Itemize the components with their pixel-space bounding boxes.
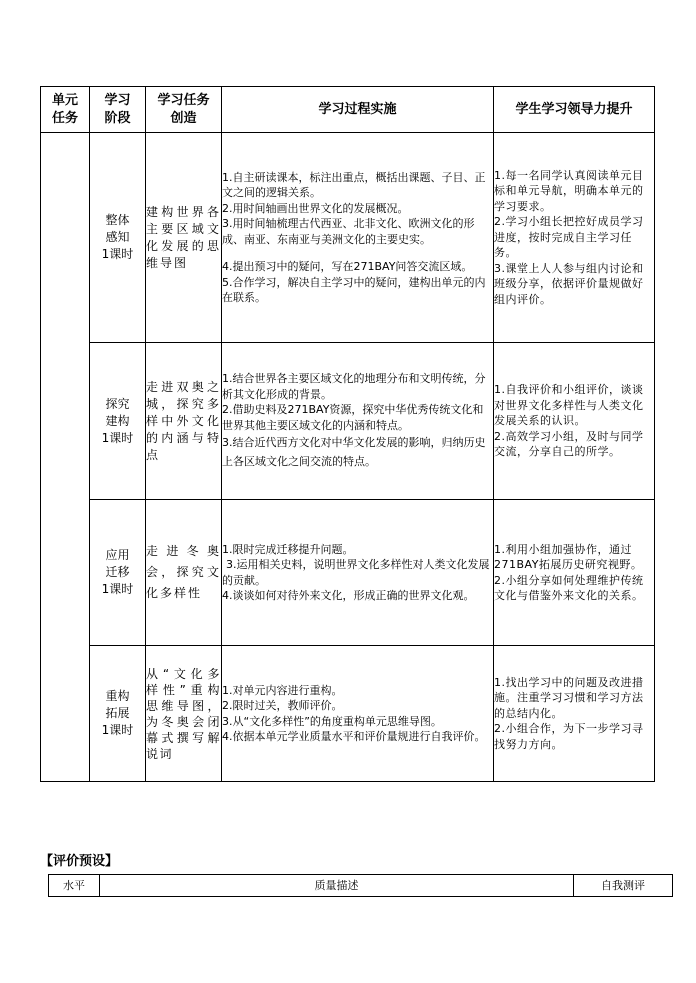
guide-item: 2.学习小组长把控好成员学习进度，按时完成自主学习任务。 [494,215,644,260]
process-item: 1.限时完成迁移提升问题。 [222,542,354,556]
task-cell: 建构世界各主要区域文化发展的思维导图 [146,133,222,343]
task-cell: 从“文化多样性”重构思维导图，为冬奥会闭幕式撰写解说词 [146,646,222,782]
process-cell [222,500,494,646]
process-cell [222,646,494,782]
header-task-creation: 学习任务 创造 [146,87,222,133]
eval-col-description: 质量描述 [100,875,574,897]
process-cell [222,343,494,500]
process-item: 3.结合近代西方文化对中华文化发展的影响，归纳历史上各区域文化之间交流的特点。 [222,436,486,468]
eval-col-self-assessment: 自我测评 [574,875,673,897]
header-unit-task: 单元 任务 [41,87,90,133]
evaluation-table [48,874,673,897]
header-stage: 学习 阶段 [90,87,146,133]
process-item: 4.提出预习中的疑问，写在271BAY问答交流区域。 [222,260,473,273]
guide-item: 1.利用小组加强协作，通过271BAY拓展历史研究视野。 [494,542,643,571]
header-leadership: 学生学习领导力提升 [494,87,655,133]
learning-plan-table [40,86,655,782]
table-row [41,646,655,782]
guide-cell [494,343,655,500]
evaluation-title: 【评价预设】 [40,854,119,869]
guide-item: 1.找出学习中的问题及改进措施。注重学习习惯和学习方法的总结内化。 [494,675,644,720]
guide-cell [494,500,655,646]
process-item: 4.依据本单元学业质量水平和评价量规进行自我评价。 [222,730,486,743]
guide-cell [494,646,655,782]
process-item: 3.用时间轴梳理古代西亚、北非文化、欧洲文化的形成、南亚、东南亚与美洲文化的主要史实。 [222,217,475,246]
stage-cell: 重构 拓展 1课时 [90,646,146,782]
header-process: 学习过程实施 [222,87,494,133]
guide-cell [494,133,655,343]
guide-item: 2.高效学习小组，及时与同学交流，分享自己的所学。 [494,429,644,459]
table-row [41,500,655,646]
process-item: 1.结合世界各主要区域文化的地理分布和文明传统，分析其文化形成的背景。 [222,372,486,401]
process-item: 5.合作学习，解决自主学习中的疑问，建构出单元的内在联系。 [222,275,486,304]
stage-cell: 应用 迁移 1课时 [90,500,146,646]
task-cell: 走进双奥之城，探究多样中外文化的内涵与特点 [146,343,222,500]
guide-item: 2.小组合作，为下一步学习寻找努力方向。 [494,722,644,751]
guide-item: 1.自我评价和小组评价，谈谈对世界文化多样性与人类文化发展关系的认识。 [494,383,644,428]
unit-task-cell [41,133,90,782]
stage-cell: 整体 感知 1课时 [90,133,146,343]
guide-item: 2.小组分享如何处理维护传统文化与借鉴外来文化的关系。 [494,573,644,602]
process-item: 3.从“文化多样性”的角度重构单元思维导图。 [222,714,442,728]
process-cell [222,133,494,343]
process-item: 2.限时过关，教师评价。 [222,699,343,712]
guide-item: 1.每一名同学认真阅读单元目标和单元导航，明确本单元的学习要求。 [494,168,644,213]
task-cell: 走进冬奥会，探究文化多样性 [146,500,222,646]
process-item: 1.自主研读课本，标注出重点，概括出课题、子目、正文之间的逻辑关系。 [222,170,486,199]
process-item: 4.谈谈如何对待外来文化，形成正确的世界文化观。 [222,589,475,602]
guide-item: 3.课堂上人人参与组内讨论和班级分享，依据评价量规做好组内评价。 [494,261,644,306]
table-header-row [41,87,655,133]
process-item: 1.对单元内容进行重构。 [222,683,343,697]
process-item: 2.借助史料及271BAY资源，探究中华优秀传统文化和世界其他主要区域文化的内涵和特点。 [222,403,484,432]
process-item: 3.运用相关史料，说明世界文化多样性对人类文化发展的贡献。 [222,558,490,587]
eval-col-level: 水平 [49,875,100,897]
table-row [41,343,655,500]
process-item: 2.用时间轴画出世界文化的发展概况。 [222,201,409,215]
stage-cell: 探究 建构 1课时 [90,343,146,500]
table-row [41,133,655,343]
evaluation-header-row [49,875,673,897]
